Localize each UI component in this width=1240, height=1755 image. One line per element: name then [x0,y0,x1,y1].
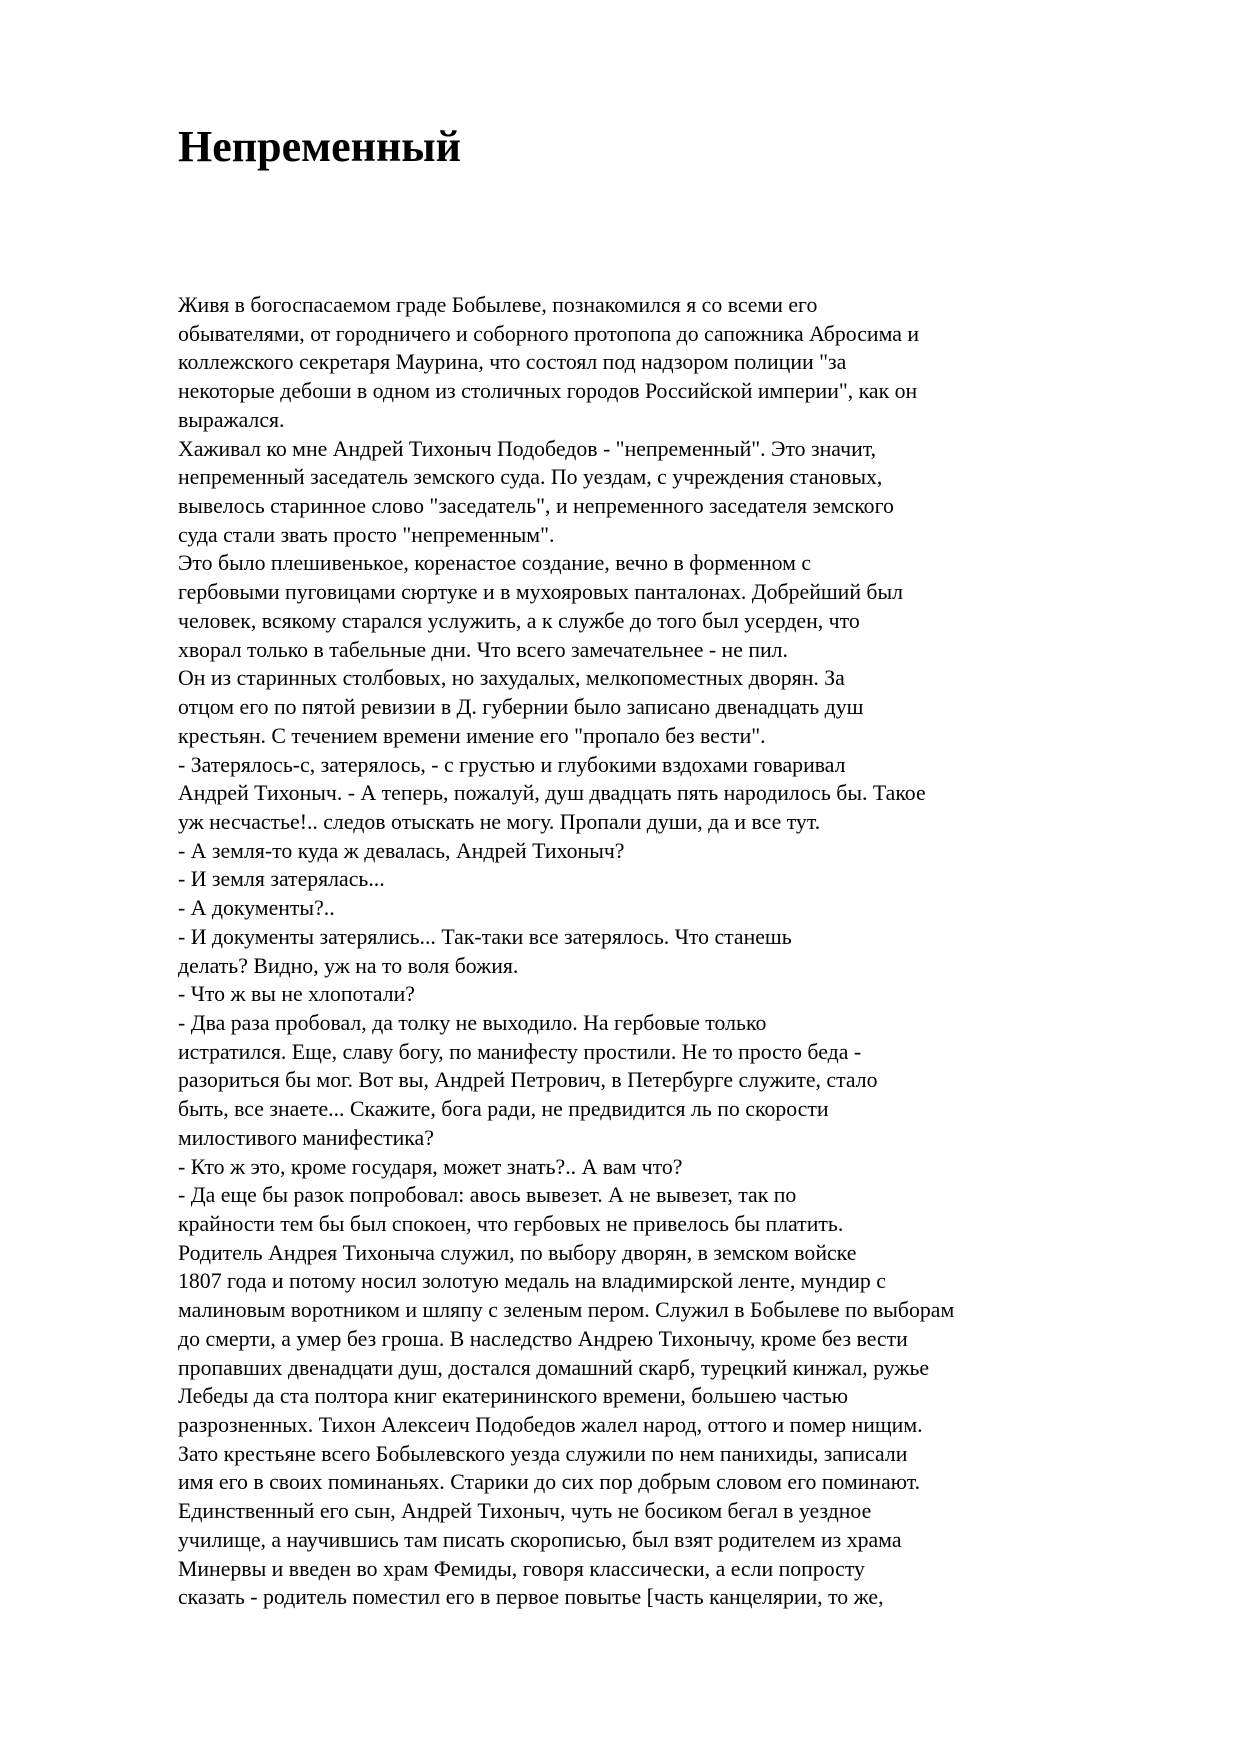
text-line: разориться бы мог. Вот вы, Андрей Петрович, в Петербурге служите, стало [178,1068,878,1093]
text-line: делать? Видно, уж на то воля божия. [178,953,519,978]
text-line: крайности тем бы был спокоен, что гербовых не привелось бы платить. [178,1212,844,1236]
text-line: сказать - родитель поместил его в первое повытье [часть канцелярии, то же, [178,1585,884,1610]
text-line: - Да еще бы разок попробовал: авось вывезет. А не вывезет, так по [178,1183,797,1208]
text-line: крестьян. С течением времени имение его "пропало без вести". [178,723,766,748]
text-line: - Что ж вы не хлопотали? [178,982,415,1007]
text-line: истратился. Еще, славу богу, по манифесту простили. Не то просто беда - [178,1039,862,1064]
text-line: быть, все знаете... Скажите, бога ради, не предвидится ль по скорости [178,1097,829,1122]
text-line: некоторые дебоши в одном из столичных городов Российской империи", как он [178,379,918,404]
text-line: выражался. [178,407,285,432]
text-line: пропавших двенадцати душ, достался домашний скарб, турецкий кинжал, ружье [178,1355,930,1380]
body-text [178,291,1178,1612]
text-line: училище, а научившись там писать скорописью, был взят родителем из храма [178,1527,902,1552]
text-line: Зато крестьяне всего Бобылевского уезда служили по нем панихиды, записали [178,1441,908,1466]
text-line: Родитель Андрея Тихоныча служил, по выбору дворян, в земском войске [178,1240,857,1265]
text-line: Андрей Тихоныч. - А теперь, пожалуй, душ двадцать пять народилось бы. Такое [178,781,926,806]
text-line: Хаживал ко мне Андрей Тихоныч Подобедов - "непременный". Это значит, [178,436,877,461]
text-line: суда стали звать просто "непременным". [178,522,555,547]
text-line: коллежского секретаря Маурина, что состоял под надзором полиции "за [178,350,847,375]
text-line: хворал только в табельные дни. Что всего замечательнее - не пил. [178,637,788,662]
text-line: Он из старинных столбовых, но захудалых, мелкопоместных дворян. За [178,666,845,691]
text-line: малиновым воротником и шляпу с зеленым пером. Служил в Бобылеве по выборам [178,1298,955,1323]
text-line: Лебеды да ста полтора книг екатерининского времени, большею частью [178,1384,849,1409]
text-line: человек, всякому старался услужить, а к службе до того был усерден, что [178,608,860,633]
text-line: непременный заседатель земского суда. По уездам, с учреждения становых, [178,465,883,490]
text-line: - А документы?.. [178,896,335,921]
text-line: - Затерялось-с, затерялось, - с грустью и глубокими вздохами говаривал [178,752,846,777]
text-line: уж несчастье!.. следов отыскать не могу. Пропали души, да и все тут. [178,809,821,834]
text-line: до смерти, а умер без гроша. В наследство Андрею Тихонычу, кроме без вести [178,1326,908,1351]
text-line: - Два раза пробовал, да толку не выходило. На гербовые только [178,1010,767,1035]
text-line: обывателями, от городничего и соборного протопопа до сапожника Абросима и [178,321,919,346]
text-line: имя его в своих поминаньях. Старики до сих пор добрым словом его поминают. [178,1470,921,1495]
text-line: гербовыми пуговицами сюртуке и в мухояровых панталонах. Добрейший был [178,580,904,605]
text-line: - Кто ж это, кроме государя, может знать?.. А вам что? [178,1154,683,1179]
text-line: вывелось старинное слово "заседатель", и непременного заседателя земского [178,494,894,519]
text-line: милостивого манифестика? [178,1125,434,1150]
text-line: - А земля-то куда ж девалась, Андрей Тихоныч? [178,838,625,863]
text-line: 1807 года и потому носил золотую медаль на владимирской ленте, мундир с [178,1269,886,1294]
text-line: - И земля затерялась... [178,867,385,892]
text-line: разрозненных. Тихон Алексеич Подобедов жалел народ, оттого и помер нищим. [178,1413,923,1438]
text-line: Минервы и введен во храм Фемиды, говоря классически, а если попросту [178,1556,865,1581]
text-line: отцом его по пятой ревизии в Д. губернии было записано двенадцать душ [178,695,864,720]
page-title: Непременный [178,122,462,171]
text-line: Это было плешивенькое, коренастое создание, вечно в форменном с [178,551,812,576]
text-line: Живя в богоспасаемом граде Бобылеве, познакомился я со всеми его [178,293,818,317]
text-line: - И документы затерялись... Так-таки все затерялось. Что станешь [178,924,792,949]
text-line: Единственный его сын, Андрей Тихоныч, чуть не босиком бегал в уездное [178,1499,872,1524]
